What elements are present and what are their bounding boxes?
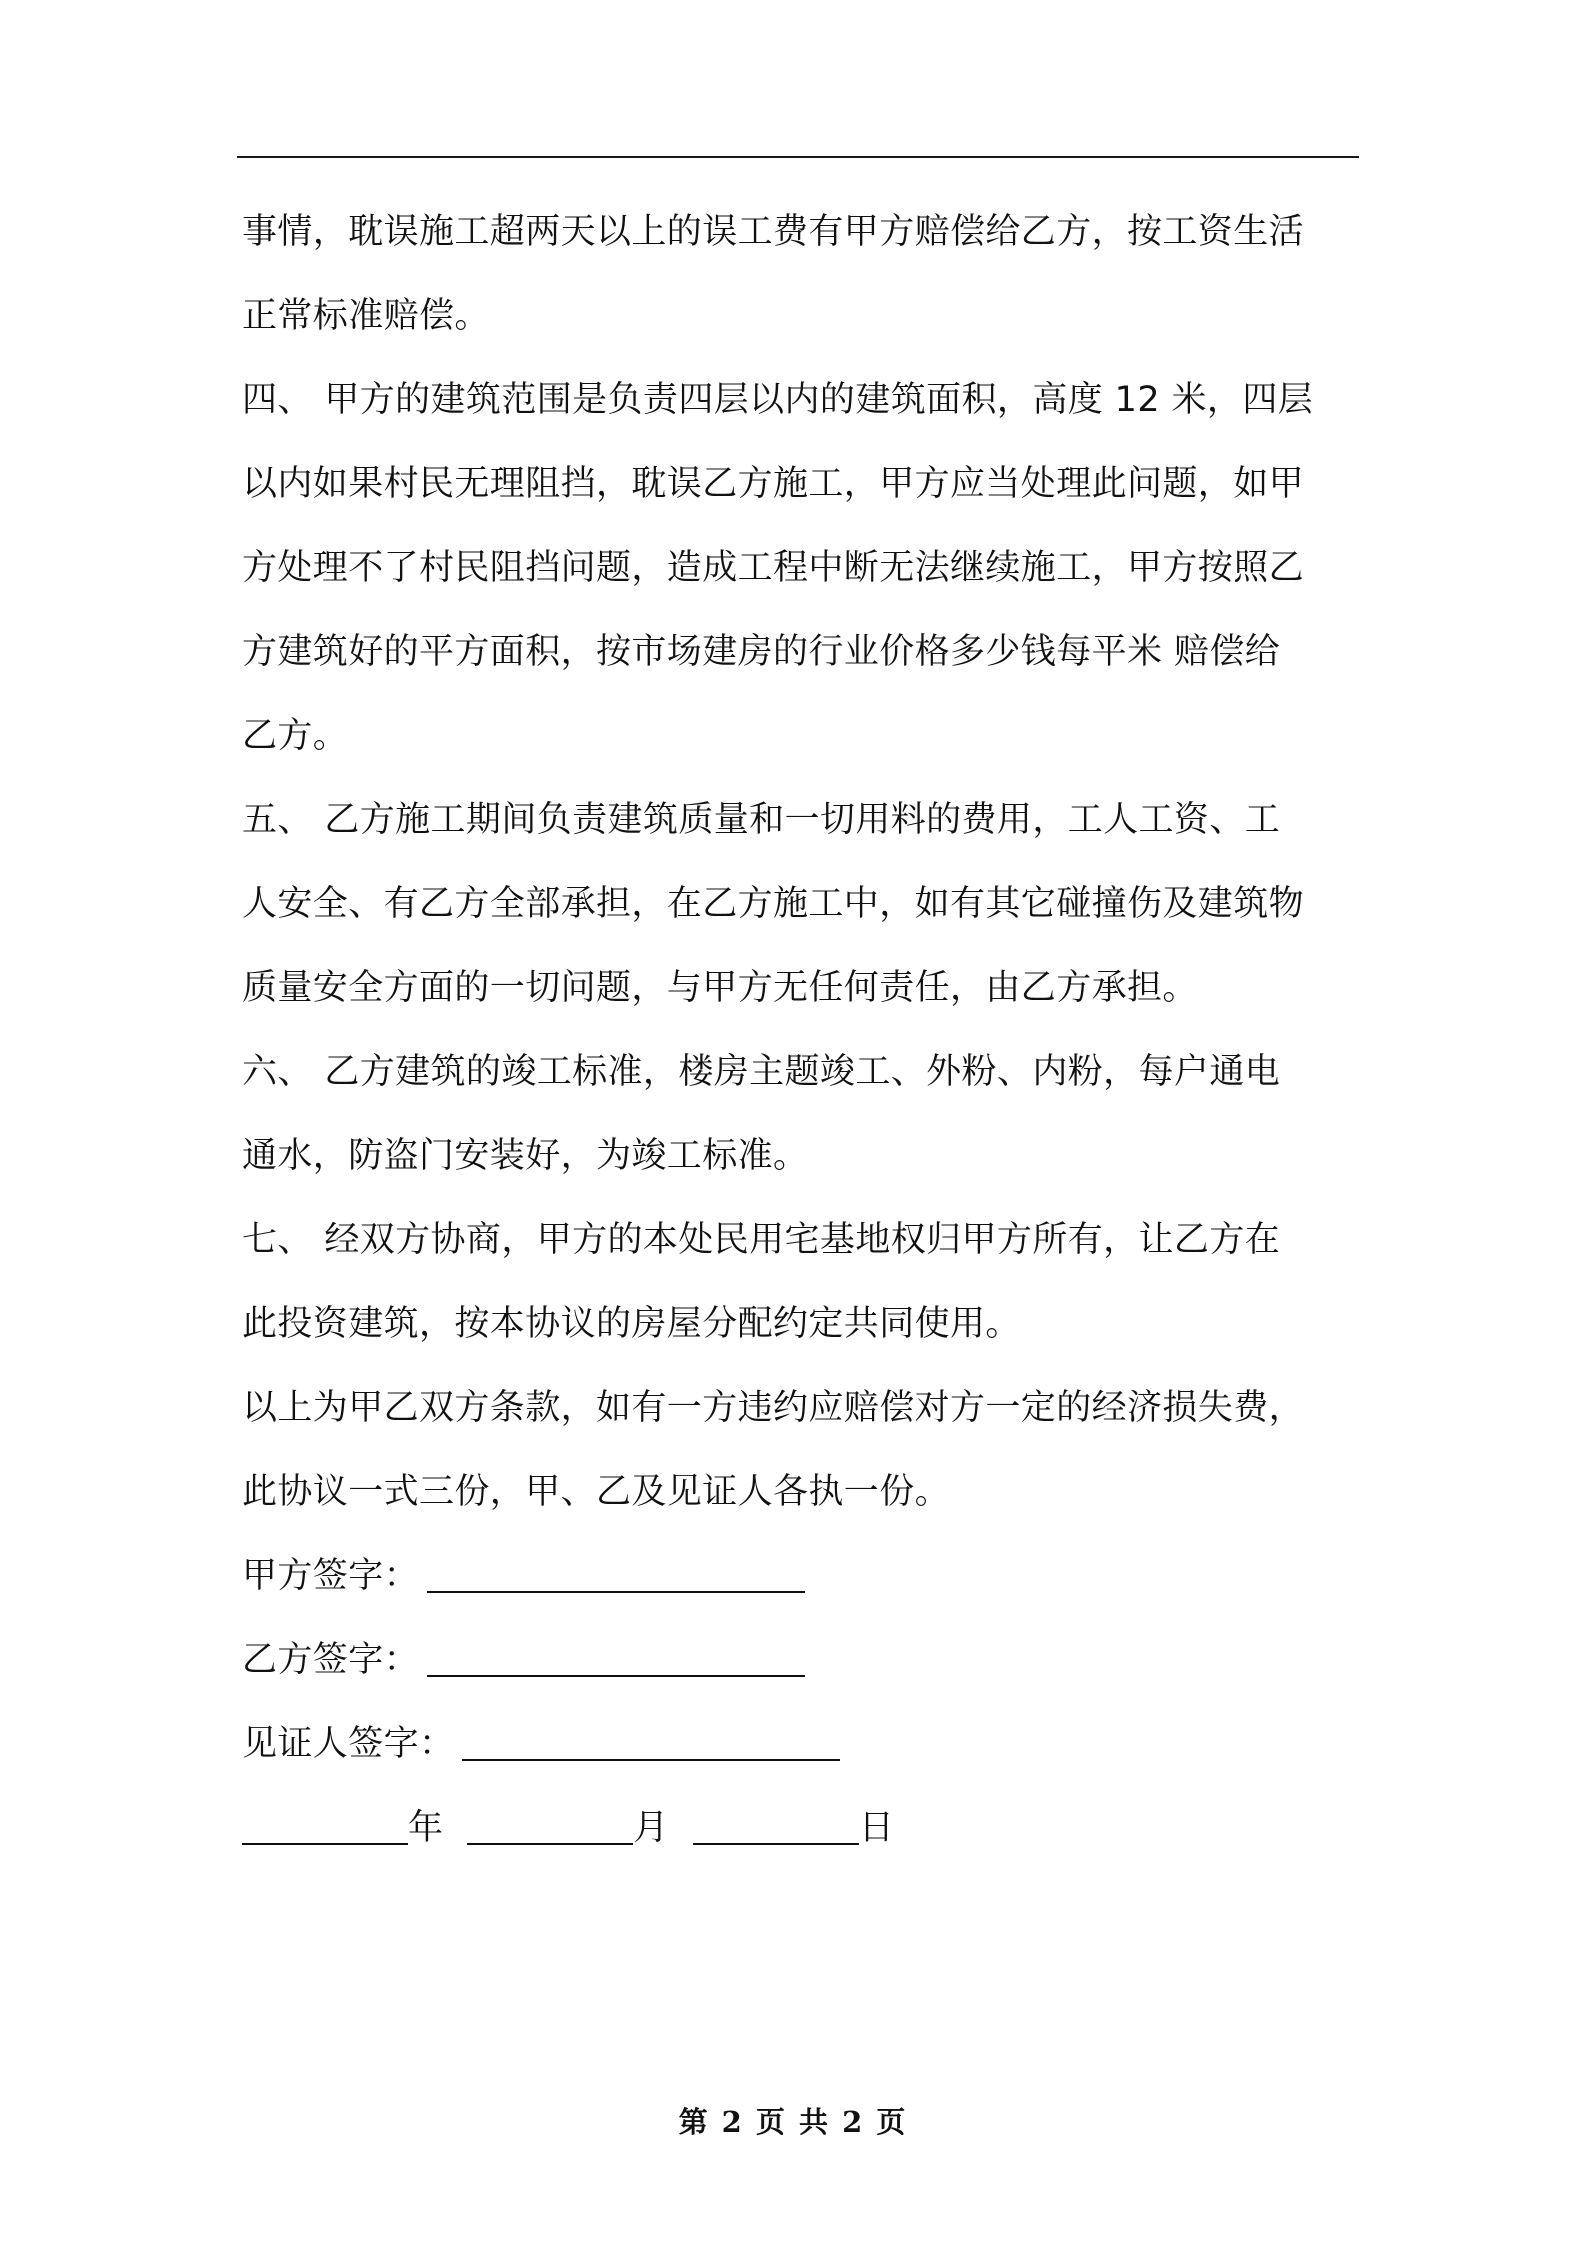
clause-four: 四、 甲方的建筑范围是负责四层以内的建筑面积，高度 12 米，四层: [242, 380, 1314, 420]
party-a-signature-blank: [427, 1551, 805, 1593]
witness-signature-row: [242, 1708, 1360, 1792]
text-line: 方建筑好的平方面积，按市场建房的行业价格多少钱每平米 赔偿给: [242, 632, 1281, 672]
page-number-footer: 第 2 页 共 2 页: [678, 2105, 908, 2139]
witness-signature-blank: [462, 1719, 840, 1761]
clause-seven: 七、 经双方协商，甲方的本处民用宅基地权归甲方所有，让乙方在: [242, 1220, 1281, 1260]
date-row: [242, 1792, 1360, 1876]
text-line: 此投资建筑，按本协议的房屋分配约定共同使用。: [242, 1304, 1021, 1344]
document-body: [242, 196, 1360, 1876]
year-label: 年: [408, 1808, 444, 1848]
text-line: 人安全、有乙方全部承担，在乙方施工中，如有其它碰撞伤及建筑物: [242, 884, 1305, 924]
text-line: 此协议一式三份，甲、乙及见证人各执一份。: [242, 1472, 951, 1512]
clause-five: 五、 乙方施工期间负责建筑质量和一切用料的费用，工人工资、工: [242, 800, 1281, 840]
text-line: 质量安全方面的一切问题，与甲方无任何责任，由乙方承担。: [242, 968, 1198, 1008]
witness-signature-label: 见证人签字：: [242, 1724, 455, 1764]
header-rule: [237, 156, 1359, 158]
month-label: 月: [633, 1808, 669, 1848]
party-a-signature-label: 甲方签字：: [242, 1556, 420, 1596]
text-line: 事情，耽误施工超两天以上的误工费有甲方赔偿给乙方，按工资生活: [242, 212, 1305, 252]
party-a-signature-row: [242, 1540, 1360, 1624]
text-line: 方处理不了村民阻挡问题，造成工程中断无法继续施工，甲方按照乙: [242, 548, 1305, 588]
party-b-signature-label: 乙方签字：: [242, 1640, 420, 1680]
text-line: 正常标准赔偿。: [242, 296, 490, 336]
clause-six: 六、 乙方建筑的竣工标准，楼房主题竣工、外粉、内粉，每户通电: [242, 1052, 1281, 1092]
month-blank: [467, 1803, 633, 1845]
day-blank: [693, 1803, 859, 1845]
party-b-signature-row: [242, 1624, 1360, 1708]
text-line: 乙方。: [242, 716, 349, 756]
day-label: 日: [858, 1808, 895, 1848]
year-blank: [242, 1803, 408, 1845]
text-line: 以内如果村民无理阻挡，耽误乙方施工，甲方应当处理此问题，如甲: [242, 464, 1305, 504]
text-line: 通水，防盗门安装好，为竣工标准。: [242, 1136, 809, 1176]
closing-statement: 以上为甲乙双方条款，如有一方违约应赔偿对方一定的经济损失费，: [242, 1388, 1305, 1428]
party-b-signature-blank: [427, 1635, 805, 1677]
